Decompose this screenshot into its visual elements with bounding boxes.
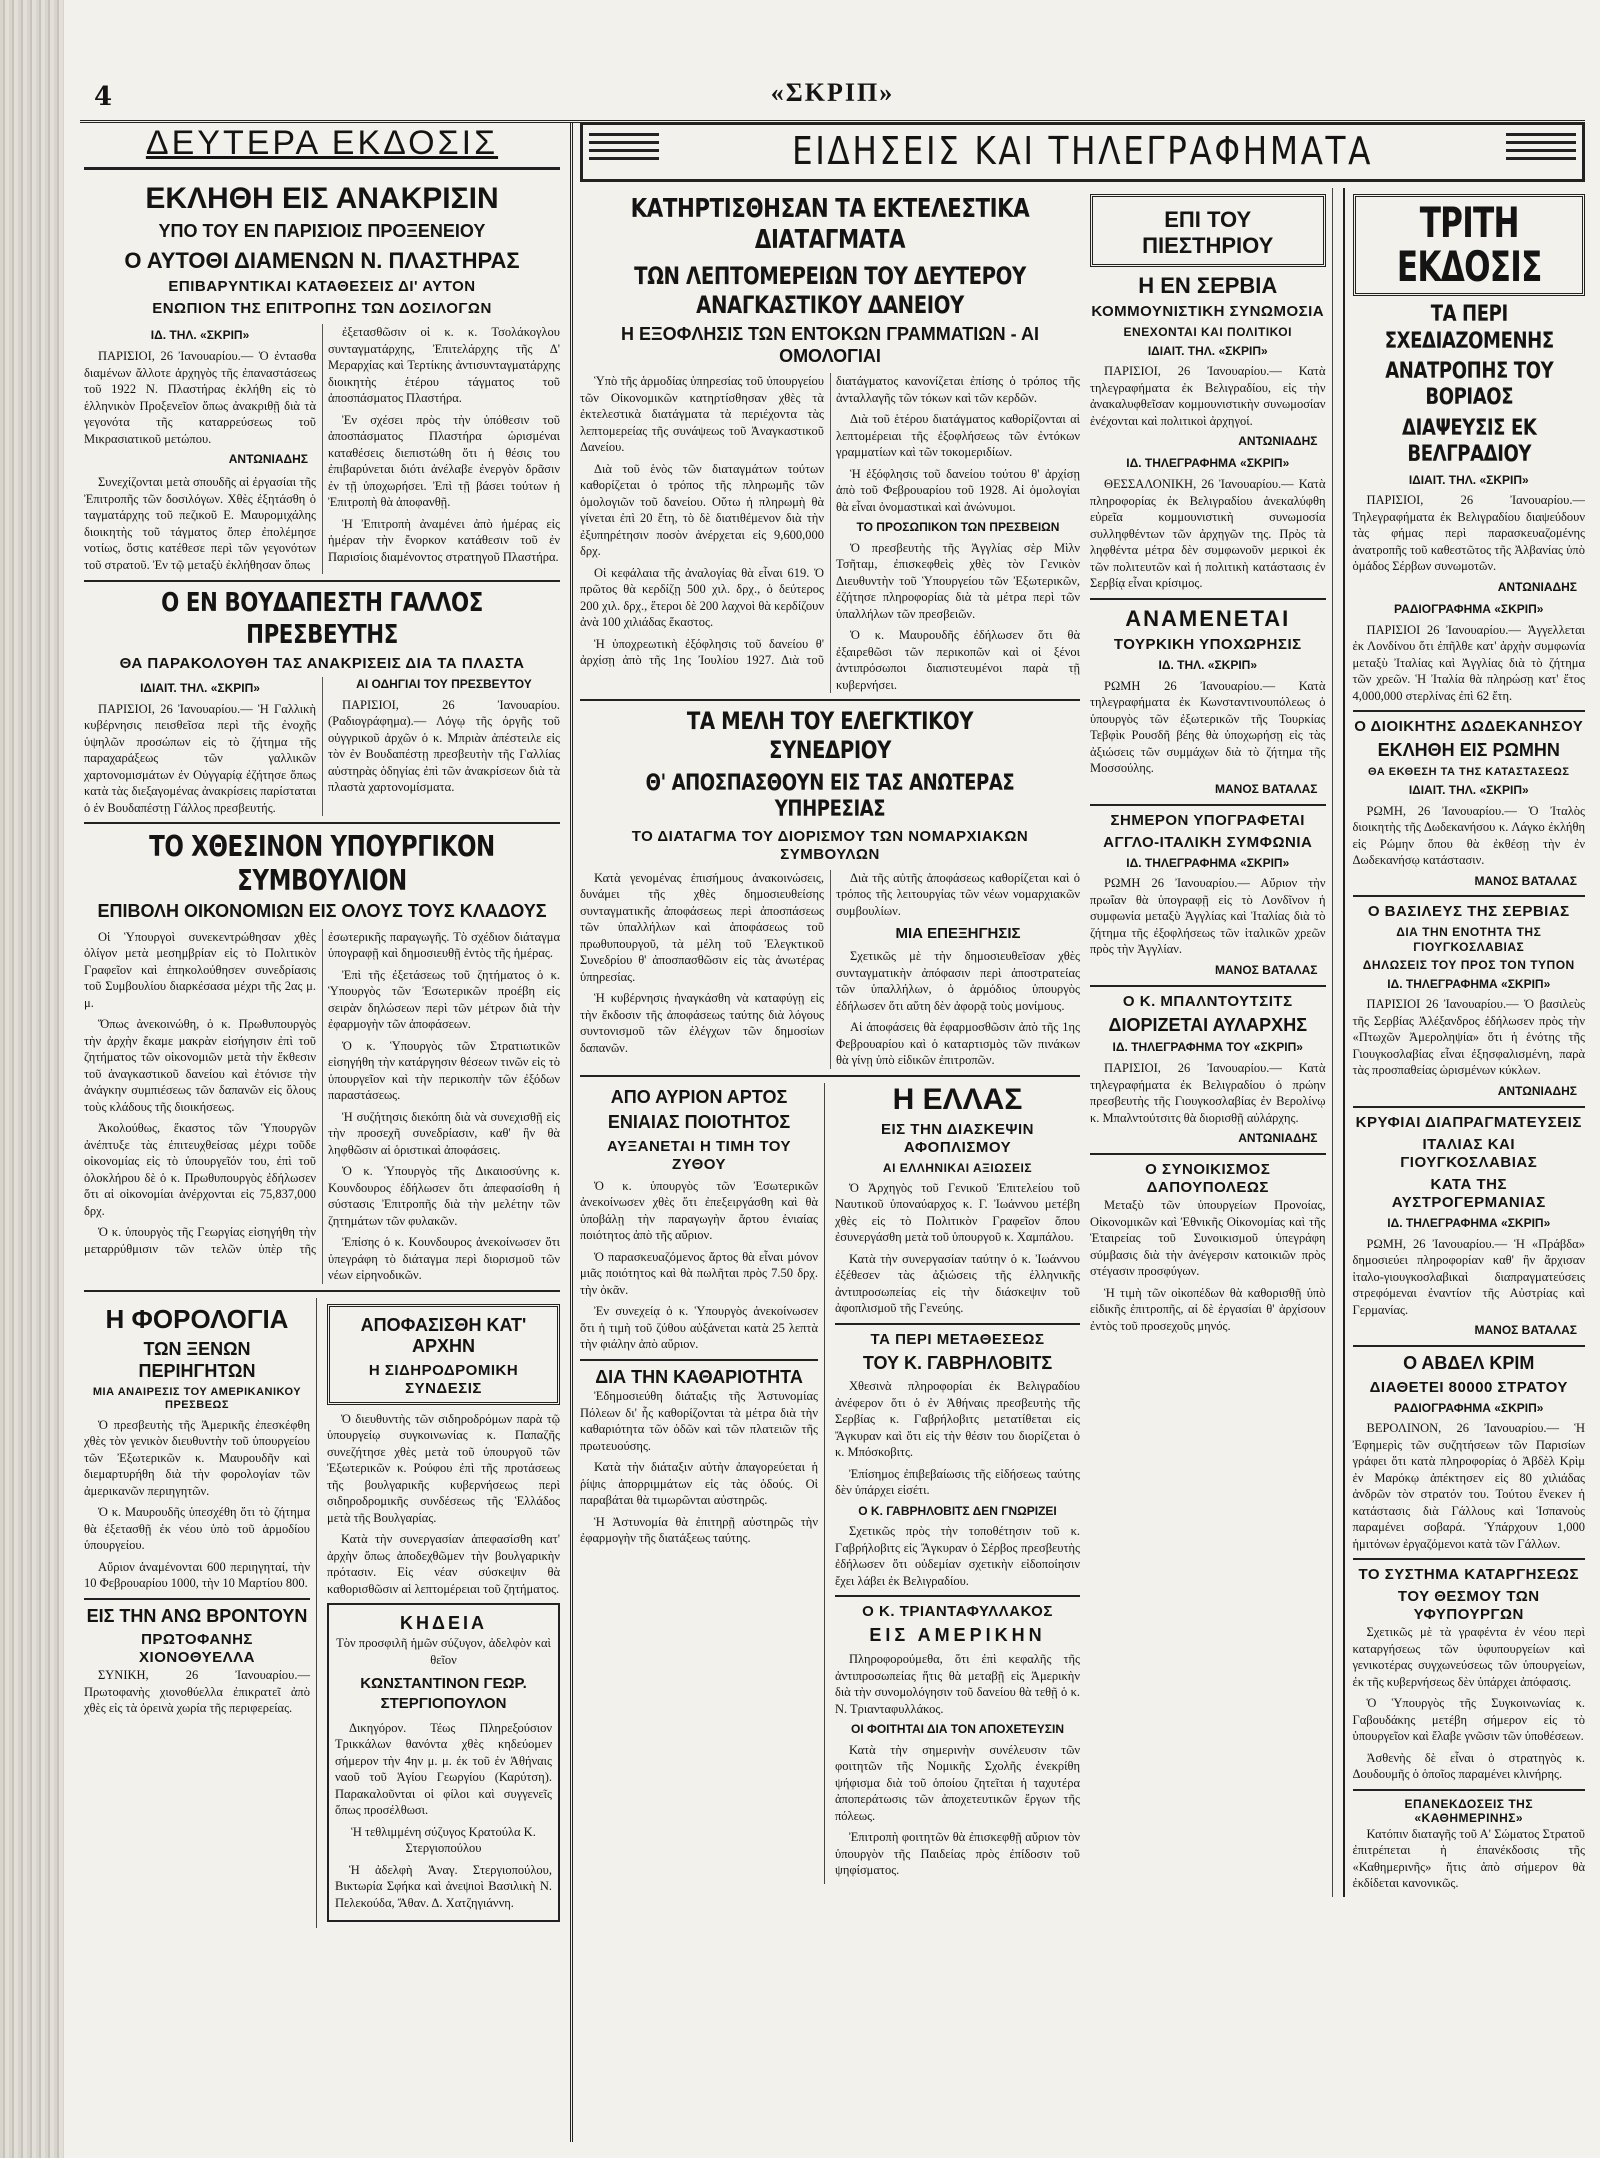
article-body (835, 1651, 1080, 1879)
divider (1090, 804, 1326, 806)
headline-box (327, 1304, 560, 1405)
paragraph: Οἱ Ὑπουργοὶ συνεκεντρώθησαν χθὲς ὀλίγον μετὰ μεσημβρίαν εἰς τὸ Πολιτικὸν Γραφεῖον καὶ ἐπηκολούθησεν συνεδρίασις τοῦ Συμβουλίου διαρκέσασα μέχρι τῆς 2ας μ. μ. (84, 929, 316, 1010)
article-deck: ΑΙ ΕΛΛΗΝΙΚΑΙ ΑΞΙΩΣΕΙΣ (882, 1161, 1033, 1176)
signature: ΜΑΝΟΣ ΒΑΤΑΛΑΣ (1474, 873, 1577, 888)
article-turkey (1090, 606, 1326, 798)
paragraph: Ὅπως ἀνεκοινώθη, ὁ κ. Πρωθυπουργὸς τὴν ἀρχὴν ἔκαμε μακρὰν εἰσήγησιν ἐπὶ τοῦ ζητήματος τῶν οἰκονομιῶν μετὰ τὴν ἔκθεσιν τοῦ ἀναγκαστικοῦ δανείου καὶ ἐτόνισε τὴν ἀνάγκην συμπιέσεως τῶν δαπανῶν εἰς ὅλους τοὺς κλάδους τῆς διοικήσεως. (84, 1017, 316, 1114)
paragraph: Ὁ κ. Μαυρουδῆς ἐδήλωσεν ὅτι θὰ ἐξαιρεθῶσι τῶν περικοπῶν καὶ οἱ ξένοι ἀντιπρόσωποι διαπιστευμένοι παρὰ τῇ κυβερνήσει. (836, 628, 1080, 692)
article-abd-el-krim (1353, 1353, 1586, 1552)
article-body (1090, 1040, 1326, 1147)
article-body (835, 1378, 1080, 1589)
paragraph: Ἡ ἐξόφλησις τοῦ δανείου τούτου θ' ἀρχίσῃ ἀπὸ τοῦ Φεβρουαρίου τοῦ 1928. Αἱ ὁμολογίαι θὰ εἶναι ὀνομαστικαὶ καὶ ἀνώνυμοι. (836, 466, 1080, 514)
divider (835, 1323, 1080, 1325)
paragraph: Ὁ κ. ὑπουργὸς τῶν Ἐσωτερικῶν ἀνεκοίνωσεν χθὲς ὅτι ἐπεξειργάσθη καὶ θὰ ὑποβάλῃ τὴν παραγωγὴν ἄρτου ἑνιαίας ποιότητος ἀπὸ τῆς αὔριον. (580, 1178, 818, 1243)
article-body (1353, 473, 1586, 704)
paragraph: Ἐδημοσιεύθη διάταξις τῆς Ἀστυνομίας Πόλεων δι' ἧς καθορίζονται τὰ μέτρα διὰ τὴν καθαριότητα τῶν ὁδῶν καὶ τῶν πλατειῶν τῆς πρωτευούσης. (580, 1389, 818, 1453)
paragraph: ΠΑΡΙΣΙΟΙ, 26 Ἰανουαρίου.— Κατὰ τηλεγραφήματα ἐκ Βελιγραδίου ὁ πρώην πρεσβευτὴς τῆς Γιουγκοσλαβίας ἐν Βερολίνῳ κ. Μπαλντούτσιτς θὰ διορισθῇ αὐλάρχης. (1090, 1061, 1326, 1125)
signature: ΜΑΝΟΣ ΒΑΤΑΛΑΣ (1214, 781, 1318, 796)
paragraph: ἐξετασθῶσιν οἱ κ. κ. Τσολάκογλου συνταγματάρχης, Ἐπιτελάρχης τῆς Δ' Μεραρχίας καὶ Τερτίκης ἀντισυνταγματάρχης διοικητὴς ἑτέρου τάγματος τοῦ ἀποσπάσματος Πλαστήρα. (328, 325, 560, 406)
section-subhead: ΟΙ ΦΟΙΤΗΤΑΙ ΔΙΑ ΤΟΝ ΑΠΟΧΕΤΕΥΣΙΝ (850, 1722, 1065, 1737)
paragraph: Ὁ πρεσβευτὴς τῆς Ἀγγλίας σὲρ Μὶλν Τσῆταμ, ἐπισκεφθεὶς χθὲς τὸν Γενικὸν Διευθυντὴν τοῦ Ὑπουργείου τῶν Ἐξωτερικῶν, ἐζήτησε πληροφορίας διὰ τὰ μέτρα περὶ τῶν ὑπαλλήλων τῶν πρεσβειῶν. (836, 540, 1080, 621)
paragraph: Ὁ Ὑπουργὸς τῆς Συγκοινωνίας κ. Γαβουδάκης μετέβη σήμερον εἰς τὸ ὑπουργεῖον καὶ ἔλαβε γνῶσιν τῶν ὑποθέσεων. (1352, 1696, 1585, 1744)
dateline: ΡΑΔΙΟΓΡΑΦΗΜΑ «ΣΚΡΙΠ» (1394, 601, 1544, 616)
paragraph: ΠΑΡΙΣΙΟΙ, 26 Ἰανουαρίου.— Ὁ ἐντασθα διαμένων ἄλλοτε ἀρχηγὸς τῆς ἐπαναστάσεως τοῦ 1922 Ν. Πλαστήρας ἐκλήθη εἰς τὸ ἑλληνικὸν Προξενεῖον ὅπως ἀνακριθῇ διὰ τὰ γεγονότα τῆς καταρρεύσεως τοῦ Μικρασιατικοῦ μετώπου. (84, 349, 316, 446)
article-headline: Η ΕΛΛΑΣ (892, 1082, 1023, 1116)
article-deck: ΕΠΙΒΑΡΥΝΤΙΚΑΙ ΚΑΤΑΘΕΣΕΙΣ ΔΙ' ΑΥΤΟΝ (168, 278, 476, 296)
paragraph: ΠΑΡΙΣΙΟΙ, 26 Ἰανουαρίου.— Ἡ Γαλλικὴ κυβέρνησις πεισθεῖσα περὶ τῆς ἐνοχῆς ὑψηλῶν προσώπων εἰς τὸ ζήτημα τῆς παραχαράξεως τῶν γαλλικῶν χαρτονομισμάτων ἐν Οὐγγαρίᾳ ἐζήτησε ὅπως κατὰ τὰς διεξαγομένας ἀνακρίσεις παρίσταται ὁ ἐν Βουδαπέστῃ Γάλλος πρεσβευτής. (84, 701, 316, 815)
news-right-col-a (1090, 188, 1333, 1897)
article-subheadline: ΚΟΜΜΟΥΝΙΣΤΙΚΗ ΣΥΝΩΜΟΣΙΑ (1091, 303, 1325, 321)
divider (580, 699, 1080, 701)
page-binding-edge (0, 0, 64, 2158)
paragraph: ΠΑΡΙΣΙΟΙ, 26 Ἰανουαρίου.— Κατὰ τηλεγραφήματα ἐκ Βελιγραδίου, εἰς τὴν ἀνακαλυφθεῖσαν κομμουνιστικὴν συνωμοσίαν ἐνέχονται καὶ πολιτικοὶ ἀρχηγοί. (1090, 364, 1326, 428)
paragraph: Ὑπὸ τῆς ἁρμοδίας ὑπηρεσίας τοῦ ὑπουργείου τῶν Οἰκονομικῶν κατηρτίσθησαν χθὲς τὰ ἐκτελεστικὰ διατάγματα τὰ περιέχοντα τὰς λεπτομερείας τῆς συνάψεως τοῦ Ἀναγκαστικοῦ Δανείου. (580, 374, 824, 455)
article-body (1090, 344, 1326, 592)
paragraph: Ἡ τιμὴ τῶν οἰκοπέδων θὰ καθορισθῇ ὑπὸ εἰδικῆς ἐπιτροπῆς, αἱ δὲ ἐργασίαι θ' ἀρχίσουν ἐντὸς τοῦ προσεχοῦς μηνός. (1090, 1285, 1326, 1333)
article-headline: ΕΚΛΗΘΗ ΕΙΣ ΡΩΜΗΝ (1377, 740, 1560, 761)
article-chamberlain (1090, 993, 1326, 1147)
divider (580, 1075, 1080, 1077)
article-deck: ΚΑΤΑ ΤΗΣ ΑΥΣΤΡΟΓΕΡΜΑΝΙΑΣ (1391, 1175, 1546, 1211)
paragraph: ΡΩΜΗ 26 Ἰανουαρίου.— Αὔριον τὴν πρωΐαν θὰ ὑπογραφῇ εἰς τὸ Λονδῖνον ἡ συμφωνία μεταξὺ Ἀγγλίας καὶ Ἰταλίας διὰ τὸ ζήτημα τῆς ἐξοφλήσεως τῶν ἰταλικῶν χρεῶν πρὸς τὴν Ἀγγλίαν. (1090, 876, 1326, 957)
paper-name: «ΣΚΡΙΠ» (770, 78, 895, 107)
paragraph: Ὁ πρεσβευτὴς τῆς Ἀμερικῆς ἐπεσκέφθη χθὲς τὸν γενικὸν διευθυντὴν τοῦ ὑπουργείου τῶν Ἐξωτερικῶν κ. Μαυρουδῆν καὶ διεμαρτυρήθη διὰ τὴν φορολογίαν τῶν ἀμερικανῶν περιηγητῶν. (84, 1417, 310, 1498)
article-headline: ΕΝΙΑΙΑΣ ΠΟΙΟΤΗΤΟΣ (607, 1112, 791, 1133)
article-headline: ΑΝΑΜΕΝΕΤΑΙ (1125, 605, 1291, 631)
signature: ΑΝΤΩΝΙΑΔΗΣ (1497, 1083, 1577, 1098)
paragraph: Ὁ διευθυντὴς τῶν σιδηροδρόμων παρὰ τῷ ὑπουργείῳ συγκοινωνίας κ. Παπαζῆς συνεζήτησε χθὲς μετὰ τοῦ ὑπουργοῦ τῶν Ἐξωτερικῶν κ. Ρούφου ἐπὶ τῆς προτάσεως τῆς βουλγαρικῆς κυβερνήσεως περὶ σιδηροδρομικῆς συνδέσεως τῆς Ἑλλάδος μετὰ τῆς Βουλγαρίας. (327, 1411, 560, 1525)
article-albania (1353, 302, 1586, 704)
article-anglo-italian (1090, 812, 1326, 979)
article-tourist-tax (84, 1298, 317, 1928)
paragraph: Διὰ τῆς αὐτῆς ἀποφάσεως καθορίζεται καὶ ὁ τρόπος τῆς λειτουργίας τῶν νέων νομαρχιακῶν συμβουλίων. (836, 870, 1080, 918)
paragraph: ΠΑΡΙΣΙΟΙ 26 Ἰανουαρίου.— Ὁ βασιλεὺς τῆς Σερβίας Ἀλέξανδρος ἐδήλωσεν πρὸς τὴν «Πτωχῶν Ἀμεροληψία» ὅτι ἡ ἑνότης τῆς Γιουγκοσλαβίας εἶναι ἐξησφαλισμένη, παρὰ τὰς προσπαθείας ὡρισμένων κύκλων. (1352, 997, 1585, 1078)
lower-left-grid (84, 1298, 560, 1928)
article-subheadline: ΑΓΓΛΟ-ΙΤΑΛΙΚΗ ΣΥΜΦΩΝΙΑ (1103, 833, 1313, 851)
paragraph: Κατόπιν διαταγῆς τοῦ Α' Σώματος Στρατοῦ ἐπιτρέπεται ἡ ἐπανέκδοσις τῆς «Καθημερινῆς» ἥτις ἀπὸ σήμερον θὰ ἐκδίδεται κανονικῶς. (1352, 1826, 1585, 1891)
article-headline: ΕΠΙ ΤΟΥ ΠΙΕΣΤΗΡΙΟΥ (1142, 207, 1274, 259)
paragraph: Ἐπίσημος ἐπιβεβαίωσις τῆς εἰδήσεως ταύτης δὲν ὑπάρχει εἰσέτι. (835, 1466, 1080, 1498)
article-headline: ΤΟ ΣΥΣΤΗΜΑ ΚΑΤΑΡΓΗΣΕΩΣ (1358, 1566, 1579, 1584)
article-subheadline: ΤΩΝ ΞΕΝΩΝ ΠΕΡΙΗΓΗΤΩΝ (138, 1338, 256, 1381)
edition-kicker: ΔΕΥΤΕΡΑ ΕΚΔΟΣΙΣ (84, 122, 560, 170)
article-body (1353, 1624, 1586, 1783)
article-kathimerini (1353, 1797, 1586, 1892)
article-body (1090, 856, 1326, 979)
article-serbia (1090, 194, 1326, 592)
paragraph: Σχετικῶς μὲ τὰ γραφέντα ἐν νέου περὶ καταργήσεως τῶν ὑφυπουργείων καὶ γενικοτέρας συγχωνεύσεως τῶν ὑπουργείων, ἐκ τῆς κυβερνήσεως δὲν ὑπάρχει ἀπόφασις. (1352, 1625, 1585, 1689)
paragraph: Ἐπὶ τῆς ἐξετάσεως τοῦ ζητήματος ὁ κ. Ὑπουργὸς τῶν Ἐσωτερικῶν προέβη εἰς σειρὰν δηλώσεων περὶ τῶν μέτρων διὰ τὴν ἐφαρμογὴν τῶν ἀποφάσεων. (328, 967, 560, 1032)
article-headline: ΤΑ ΠΕΡΙ ΣΧΕΔΙΑΖΟΜΕΝΗΣ (1384, 302, 1554, 354)
section-subhead: ΤΟ ΠΡΟΣΩΠΙΚΟΝ ΤΩΝ ΠΡΕΣΒΕΙΩΝ (856, 520, 1060, 535)
banner-ornament (589, 133, 659, 165)
article-headline: ΤΑ ΠΕΡΙ ΜΕΤΑΘΕΣΕΩΣ (870, 1330, 1045, 1348)
paragraph: Ὁ κ. Ὑπουργὸς τῆς Δικαιοσύνης κ. Κουνδουρος ἐδήλωσεν ὅτι ἀπεφασίσθη ἡ σύστασις Ἐπιτροπῆς διὰ τὴν μελέτην τῶν ζητημάτων τῶν φυλακῶν. (328, 1164, 560, 1228)
divider (84, 1598, 310, 1600)
lower-news-grid (580, 1083, 1080, 1884)
divider (1090, 598, 1326, 600)
paragraph: ΘΕΣΣΑΛΟΝΙΚΗ, 26 Ἰανουαρίου.— Κατὰ πληροφορίας ἐκ Βελιγραδίου ἀνεκαλύφθη εὐρεῖα κομμουνιστικὴ συνωμοσία συλληφθέντων τῶν ἀρχηγῶν της. Πρὸς τὰ ληφθέντα μέτρα δὲν συμφωνοῦν μερικοὶ ἐκ τῶν πολιτευτῶν καὶ ἡ πολιτικὴ κατάστασις ἐν Σερβίᾳ εἶναι κρίσιμος. (1090, 477, 1326, 591)
paragraph: Κατὰ τὴν διάταξιν αὐτὴν ἀπαγορεύεται ἡ ῥίψις ἀπορριμμάτων εἰς τὰς ὁδούς. Οἱ παραβάται θὰ τιμωρῶνται αὐστηρῶς. (580, 1460, 818, 1508)
dateline: ΙΔΙΑΙΤ. ΤΗΛ. «ΣΚΡΙΠ» (1408, 472, 1529, 487)
article-headline: ΣΗΜΕΡΟΝ ΥΠΟΓΡΑΦΕΤΑΙ (1110, 811, 1305, 829)
article-headline: ΕΙΣ ΤΗΝ ΑΝΩ ΒΡΟΝΤΟΥΝ (86, 1605, 308, 1626)
article-headline: ΑΝΑΤΡΟΠΗΣ ΤΟΥ ΒΟΡΙΑΟΣ (1384, 358, 1553, 411)
paragraph: Οἱ κεφάλαια τῆς ἀναλογίας θὰ εἶναι 619. Ὁ πρῶτος θὰ κερδίζῃ 500 χιλ. δρχ., ὁ δεύτερος 200 χιλ. δρχ., ἕτεροι δὲ 200 λαχνοὶ θὰ κερδίζουν ἀνὰ 100 χιλιάδας ἕκαστος. (580, 565, 824, 630)
third-edition-column (1343, 188, 1586, 1897)
paragraph: Ἡ ἀδελφὴ Ἀναγ. Στεργιοπούλου, Βικτωρία Σφήκα καὶ ἀνεψιοὶ Βασιλικὴ Ν. Πελεκούδα, Ἄθαν. Δ. Χατζηγιάννη. (335, 1862, 552, 1910)
article-deck: ΜΙΑ ΑΝΑΙΡΕΣΙΣ ΤΟΥ ΑΜΕΡΙΚΑΝΙΚΟΥ ΠΡΕΣΒΕΩΣ (92, 1386, 302, 1412)
article-headline: ΑΠΟΦΑΣΙΣΘΗ ΚΑΤ' ΑΡΧΗΝ (360, 1314, 527, 1357)
article-subheadline: ΘΑ ΕΚΘΕΣΗ ΤΑ ΤΗΣ ΚΑΤΑΣΤΑΣΕΩΣ (1368, 765, 1570, 778)
paragraph: Ὁ παρασκευαζόμενος ἄρτος θὰ εἶναι μόνον μιᾶς ποιότητος καὶ θὰ πωλῆται πρὸς 7.50 δρχ. τὴν ὀκᾶν. (580, 1249, 818, 1297)
divider (1353, 1558, 1586, 1560)
paragraph: ΒΕΡΟΛΙΝΟΝ, 26 Ἰανουαρίου.— Ἡ Ἐφημερὶς τῶν συζητήσεων τῶν Παρισίων γράφει ὅτι κατὰ πληροφορίας ὁ Ἀβδὲλ Κρὶμ ἐν Μαρόκῳ ἀπέκτησεν εἰς 80 χιλιάδας ἀνδρῶν τὸν στρατόν του. Τούτου ἕνεκεν ἡ κατάστασις διὰ Γάλλους καὶ Ἱσπανοὺς παραμένει σοβαρά. Ὑπάρχουν 1,000 ἡμιτόνων ἐργαζόμενοι κατὰ τῶν Γάλλων. (1352, 1421, 1585, 1551)
article-subheadline: ΔΙΑΨΕΥΣΙΣ ΕΚ ΒΕΛΓΡΑΔΙΟΥ (1401, 415, 1536, 468)
article-headline: ΤΟΥ Κ. ΓΑΒΡΗΛΟΒΙΤΣ (862, 1352, 1053, 1373)
article-subheadline: ΕΠΙΒΟΛΗ ΟΙΚΟΝΟΜΙΩΝ ΕΙΣ ΟΛΟΥΣ ΤΟΥΣ ΚΛΑΔΟΥΣ (97, 901, 547, 922)
divider (1090, 1153, 1326, 1155)
banner-ornament (1506, 133, 1576, 165)
paragraph: ΡΩΜΗ, 26 Ἰανουαρίου.— Ἡ «Πράβδα» δημοσιεύει πληροφορίαν καθ' ἣν ἄρχισαν ἰταλο-γιουγκοσλαβικαὶ διαπραγματεύσεις στρεφόμεναι ἐναντίον τῆς Αὐστρίας καὶ Γερμανίας. (1352, 1236, 1585, 1317)
article-cabinet (84, 830, 560, 1284)
article-body (84, 1667, 310, 1717)
page-number: 4 (94, 82, 113, 112)
divider (84, 822, 560, 824)
article-headline: ΔΙΑ ΤΗΝ ΚΑΘΑΡΙΟΤΗΤΑ (595, 1366, 803, 1387)
divider (1353, 895, 1586, 897)
dateline: ΙΔΙΑΙΤ. ΤΗΛ. «ΣΚΡΙΠ» (140, 680, 260, 695)
paragraph: Χθεσινὰ πληροφορίαι ἐκ Βελιγραδίου ἀνέφερον ὅτι ὁ ἐν Ἀθήναις πρεσβευτὴς τῆς Σερβίας κ. Γαβρήλοβιτς μετατίθεται εἰς Ἄγκυραν καὶ ὅτι εἰς τὴν θέσιν του διορίζεται ὁ κ. Μπόσκοβιτς. (835, 1379, 1080, 1460)
article-headline: ΚΡΥΦΙΑΙ ΔΙΑΠΡΑΓΜΑΤΕΥΣΕΙΣ (1355, 1113, 1582, 1131)
paragraph: Σχετικῶς μὲ τὴν δημοσιευθεῖσαν χθὲς συνταγματικὴν ἀπόφασιν περὶ ἀποστρατείας τῶν ὑπαλλήλων, ὁ ἁρμόδιος ὑπουργὸς ἐδήλωσεν ὅτι αὕτη δὲν ἀφορᾷ τοὺς μονίμους. (836, 949, 1080, 1013)
signature: ΑΝΤΩΝΙΑΔΗΣ (228, 452, 308, 467)
article-subheadline: ΤΟ ΔΙΑΤΑΓΜΑ ΤΟΥ ΔΙΟΡΙΣΜΟΥ ΤΩΝ ΝΟΜΑΡΧΙΑΚΩΝ ΣΥΜΒΟΥΛΩΝ (631, 827, 1029, 863)
paragraph: Ἡ τεθλιμμένη σύζυγος Κρατούλα Κ. Στεργιοπούλου (351, 1824, 536, 1856)
paragraph: Πληροφορούμεθα, ὅτι ἐπὶ κεφαλῆς τῆς ἀντιπροσωπείας ἥτις θὰ μεταβῇ εἰς Ἀμερικὴν διὰ τὴν συνομολόγησιν τοῦ δανείου θὰ τεθῇ ὁ κ. Ν. Τριανταφυλλάκος. (835, 1652, 1080, 1716)
divider (84, 1290, 560, 1292)
article-dodecanese (1353, 718, 1586, 889)
paragraph: Ἀσθενὴς δὲ εἶναι ὁ στρατηγὸς κ. Δουδουμῆς ὁ ὁποῖος παραμένει κλινήρης. (1352, 1750, 1585, 1782)
dateline: ΡΑΔΙΟΓΡΑΦΗΜΑ «ΣΚΡΙΠ» (1394, 1400, 1544, 1415)
article-headline: Ο ΕΝ ΒΟΥΔΑΠΕΣΤΗ ΓΑΛΛΟΣ ΠΡΕΣΒΕΥΤΗΣ (161, 588, 483, 650)
funeral-heading: ΚΗΔΕΙΑ (400, 1613, 487, 1634)
news-left (580, 188, 1080, 1897)
headline-box (1090, 194, 1326, 267)
paragraph: Ἡ συζήτησις διεκόπη διὰ νὰ συνεχισθῇ εἰς τὴν προσεχῆ συνεδρίασιν, καθ' ἣν θὰ ληφθῶσιν αἱ ὁριστικαὶ ἀποφάσεις. (328, 1109, 560, 1157)
article-deck: ΕΝΩΠΙΟΝ ΤΗΣ ΕΠΙΤΡΟΠΗΣ ΤΩΝ ΔΟΣΙΛΟΓΩΝ (152, 300, 492, 318)
article-headline: ΚΑΤΗΡΤΙΣΘΗΣΑΝ ΤΑ ΕΚΤΕΛΕΣΤΙΚΑ ΔΙΑΤΑΓΜΑΤΑ (630, 194, 1030, 256)
dateline: ΙΔ. ΤΗΛΕΓΡΑΦΗΜΑ «ΣΚΡΙΠ» (1387, 976, 1551, 991)
paragraph: Κατὰ γενομένας ἐπισήμους ἀνακοινώσεις, δυνάμει τῆς χθὲς δημοσιευθείσης συνταγματικῆς ἀποφάσεως περὶ ἀποσπάσεως τῶν ὑπαλλήλων καὶ ἀποφάσεως τοῦ πρωθυπουργοῦ, τὰ μέλη τοῦ Ἐλεγκτικοῦ Συνεδρίου θ' ἀποσπασθῶσιν εἰς τὰς ἀνωτέρας ὑπηρεσίας. (580, 870, 824, 984)
article-headline: Ο Κ. ΤΡΙΑΝΤΑΦΥΛΛΑΚΟΣ (862, 1603, 1053, 1621)
section-subhead: Ο Κ. ΓΑΒΡΗΛΟΒΙΤΣ ΔΕΝ ΓΝΩΡΙΖΕΙ (858, 1503, 1057, 1518)
paragraph: Αἱ ἀποφάσεις θὰ ἐφαρμοσθῶσιν ἀπὸ τῆς 1ης Φεβρουαρίου καὶ ὁ καταρτισμὸς τῶν πινάκων θὰ γίνῃ ὑπὸ εἰδικῶν ἐπιτροπῶν. (836, 1020, 1080, 1068)
paragraph: Μεταξὺ τῶν ὑπουργείων Προνοίας, Οἰκονομικῶν καὶ Ἐθνικῆς Οἰκονομίας καὶ τῆς Ἑταιρείας τοῦ Συνοικισμοῦ ὑπεγράφη σύμβασις διὰ τὴν ἀνέγερσιν κατοικιῶν πρὸς στέγασιν προσφύγων. (1090, 1198, 1326, 1278)
article-headline: ΑΠΟ ΑΥΡΙΟΝ ΑΡΤΟΣ (610, 1086, 788, 1107)
article-bread (580, 1083, 825, 1884)
article-budapest (84, 588, 560, 816)
section-subhead: ΜΙΑ ΕΠΕΞΗΓΗΣΙΣ (895, 925, 1021, 943)
section-banner-title: ΕΙΔΗΣΕΙΣ ΚΑΙ ΤΗΛΕΓΡΑΦΗΜΑΤΑ (791, 129, 1374, 173)
paragraph: Ἡ Ἐπιτροπὴ ἀναμένει ἀπὸ ἡμέρας εἰς ἡμέραν τὴν ἔνορκον κατάθεσιν τοῦ ἐν Παρισίοις διαμένοντος στρατηγοῦ Πλαστήρα. (328, 516, 560, 564)
article-greece-disarmament (835, 1083, 1080, 1884)
funeral-body (335, 1635, 552, 1911)
article-body (1353, 1216, 1586, 1339)
divider (1353, 1345, 1586, 1347)
signature: ΑΝΤΩΝΙΑΔΗΣ (1238, 1131, 1318, 1146)
divider (835, 1595, 1080, 1597)
article-subheadline: ΠΡΩΤΟΦΑΝΗΣ ΧΙΟΝΟΘΥΕΛΛΑ (139, 1631, 255, 1667)
article-headline: ΤΑ ΜΕΛΗ ΤΟΥ ΕΛΕΓΚΤΙΚΟΥ ΣΥΝΕΔΡΙΟΥ (686, 707, 974, 765)
paragraph: Διὰ τοῦ ἑνὸς τῶν διαταγμάτων τούτων καθορίζεται ὁ τρόπος τῆς πληρωμῆς τῶν ὁμολογιῶν τοῦ δανείου. Οὕτω ἡ πληρωμὴ θὰ γίνεται ἐπὶ 20 ἔτη, τὸ δὲ διατιθέμενον διὰ τὴν ἐξυπηρέτησιν ποσὸν ἀνέρχεται εἰς 9,600,000 δρχ. (580, 461, 824, 559)
paragraph: Ἐπιτροπὴ φοιτητῶν θὰ ἐπισκεφθῇ αὔριον τὸν ὑπουργὸν τῆς Παιδείας πρὸς ἐπίδοσιν τοῦ ψηφίσματος. (835, 1830, 1080, 1878)
article-subheadline: ΕΙΣ ΤΗΝ ΔΙΑΣΚΕΨΙΝ ΑΦΟΠΛΙΣΜΟΥ (880, 1121, 1035, 1157)
article-deck: ΕΝΕΧΟΝΤΑΙ ΚΑΙ ΠΟΛΙΤΙΚΟΙ (1123, 325, 1292, 340)
paragraph: Κατὰ τὴν συνεργασίαν ταύτην ὁ κ. Ἰωάννου ἐξέθεσεν τὰς ἀξιώσεις τῆς ἑλληνικῆς ἀντιπροσωπείας εἰς τὴν διάσκεψιν τοῦ ἀφοπλισμοῦ τῆς Γενεύης. (835, 1251, 1080, 1316)
article-serbian-king (1353, 903, 1586, 1099)
paragraph: Ὁ Ἀρχηγὸς τοῦ Γενικοῦ Ἐπιτελείου τοῦ Ναυτικοῦ ὑποναύαρχος κ. Γ. Ἰωάννου μετέβη χθὲς εἰς τὸ Πολιτικὸν Γραφεῖον ὅπου ἐσυνεργάσθη μετὰ τοῦ ὑπουργοῦ κ. Χαμπάλου. (835, 1180, 1080, 1245)
article-body (1353, 783, 1586, 890)
news-right-grid (1090, 188, 1585, 1897)
paragraph: Κατὰ τὴν συνεργασίαν ἀπεφασίσθη κατ' ἀρχὴν ὅπως ἀποδεχθῶμεν τὴν βουλγαρικὴν πρότασιν. Εἰς νέαν σύσκεψιν θὰ καθορισθῶσιν αἱ λεπτομέρειαι τοῦ ζητήματος. (327, 1532, 560, 1596)
paragraph: ΠΑΡΙΣΙΟΙ 26 Ἰανουαρίου.— Ἀγγελλεται ἐκ Λονδίνου ὅτι ἐπῆλθε κατ' ἀρχὴν συμφωνία μεταξὺ Ἰταλίας καὶ Ἀγγλίας διὰ τὸ ζήτημα τῶν χρεῶν. Ἡ Ἰταλία θὰ πληρώσῃ κατ' ἔτος 4,000,000 στερλίνας ἐπὶ 62 ἔτη. (1352, 622, 1585, 703)
article-body (580, 1178, 818, 1353)
paragraph: Ὁ κ. Ὑπουργὸς τῶν Στρατιωτικῶν εἰσηγήθη τὴν κατάργησιν θέσεων τινῶν εἰς τὸ ὑπουργεῖον καὶ τὴν περικοπὴν τῶν ἐξόδων παραστάσεως. (328, 1038, 560, 1103)
paragraph: Ἡ κυβέρνησις ἠναγκάσθη νὰ καταφύγῃ εἰς τὴν ἔκδοσιν τῆς ἀποφάσεως ταύτης διὰ λόγους συντονισμοῦ τῶν ἐλέγχων τῶν δημοσίων δαπανῶν. (580, 991, 824, 1055)
article-body (327, 1411, 560, 1598)
paragraph: Αὔριον ἀναμένονται 600 περιηγηταί, τὴν 10 Φεβρουαρίου 1000, τὴν 10 Μαρτίου 800. (84, 1559, 310, 1591)
article-subheadline: ΘΑ ΠΑΡΑΚΟΛΟΥΘΗ ΤΑΣ ΑΝΑΚΡΙΣΕΙΣ ΔΙΑ ΤΑ ΠΛΑΣΤΑ (119, 654, 525, 672)
dateline: ΙΔΙΑΙΤ. ΤΗΛ. «ΣΚΡΙΠ» (1408, 782, 1529, 797)
article-headline: Θ' ΑΠΟΣΠΑΣΘΟΥΝ ΕΙΣ ΤΑΣ ΑΝΩΤΕΡΑΣ ΥΠΗΡΕΣΙΑΣ (645, 771, 1015, 823)
article-headline: Ο ΔΙΟΙΚΗΤΗΣ ΔΩΔΕΚΑΝΗΣΟΥ (1354, 718, 1584, 736)
paragraph: Συνεχίζονται μετὰ σπουδῆς αἱ ἐργασίαι τῆς Ἐπιτροπῆς τῶν δοσιλόγων. Χθὲς ἐξητάσθη ὁ ταγματάρχης τοῦ πεζικοῦ Ε. Μαυρομιχάλης διοικητὴς τοῦ τάγματος ὅπερ ἐπολέμησε νοτίως, ὅστις κατέθεσε περὶ τῶν γεγονότων τοῦ στρατοῦ. Ἐν τῷ μεταξὺ ἐκλήθησαν ὅπως (84, 475, 316, 572)
article-body (1353, 977, 1586, 1100)
signature: ΑΝΤΩΝΙΑΔΗΣ (1497, 579, 1577, 594)
article-plastiras (84, 182, 560, 574)
article-body (580, 870, 1080, 1069)
dateline: ΙΔ. ΤΗΛΕΓΡΑΦΗΜΑ «ΣΚΡΙΠ» (1387, 1215, 1551, 1230)
paragraph: Ὁ κ. ὑπουργὸς τῆς Γεωργίας εἰσηγήθη τὴν μεταρρύθμισιν τῶν τελῶν ὑπὲρ τῆς ἐσωτερικῆς παραγωγῆς. Τὸ σχέδιον διάταγμα ὑπογραφῇ καὶ δημοσιευθῇ ἐντὸς τῆς ἡμέρας. (84, 929, 560, 1256)
paragraph: Ἡ Ἀστυνομία θὰ ἐπιτηρῇ αὐστηρῶς τὴν ἐφαρμογὴν τῆς διατάξεως ταύτης. (580, 1514, 818, 1546)
section-banner (580, 122, 1585, 182)
article-body (580, 1388, 818, 1547)
third-edition-box (1353, 194, 1586, 296)
news-grid (580, 188, 1585, 1897)
paragraph: Διὰ τοῦ ἑτέρου διατάγματος καθορίζονται αἱ λεπτομέρειαι τῆς ἐξοφλήσεως τῶν ἐντόκων γραμματίων καὶ τῶν τοκομεριδίων. (836, 412, 1080, 460)
article-body (1090, 658, 1326, 798)
funeral-notice (327, 1603, 560, 1922)
article-undersecretaries (1353, 1566, 1586, 1783)
article-body (1353, 1401, 1586, 1553)
paragraph: Σχετικῶς πρὸς τὴν τοποθέτησιν τοῦ κ. Γαβρήλοβιτς εἰς Ἄγκυραν ὁ Σέρβος πρεσβευτὴς ἐδήλωσεν ὅτι οὐδεμίαν σχετικὴν εἰδοποίησιν ἔχει λάβει ἐκ Βελιγραδίου. (835, 1524, 1080, 1588)
article-body (84, 1417, 310, 1592)
paragraph: ΡΩΜΗ 26 Ἰανουαρίου.— Κατὰ τηλεγραφήματα ἐκ Κωνσταντινουπόλεως ὁ ὑπουργὸς τῶν ἐξωτερικῶν τῆς Τουρκίας Τεβφὶκ Ρουσδῆ βέης θὰ ὑποχωρήσῃ εἰς τὰς ἀξιώσεις τῶν συμμάχων διὰ τὸ ζήτημα τῆς Μοσσούλης. (1090, 678, 1326, 776)
dateline: ΙΔ. ΤΗΛ. «ΣΚΡΙΠ» (1158, 657, 1257, 672)
paragraph: Ἀκολούθως, ἕκαστος τῶν Ὑπουργῶν ἀνέπτυξε τὰς ἐπιτευχθείσας μέχρι τοῦδε οἰκονομίας εἰς τὸ ὑπουργεῖόν του, ἐπὶ τοῦ ὁλοκλήρου δὲ ὁ κ. Πρωθυπουργὸς ἐδήλωσεν ὅτι αἱ οἰκονομίαι ἀνέρχονται εἰς 75,837,000 δρχ. (84, 1121, 316, 1218)
article-body (1090, 1197, 1326, 1334)
article-headline: Η ΕΝ ΣΕΡΒΙΑ (1138, 272, 1278, 298)
section-subhead: ΑΙ ΟΔΗΓΙΑΙ ΤΟΥ ΠΡΕΣΒΕΥΤΟΥ (356, 676, 532, 691)
article-body (84, 324, 560, 574)
news-right (1090, 188, 1585, 1897)
paragraph: Ἐπίσης ὁ κ. Κουνδουρος ἀνεκοίνωσεν ὅτι ὑπεγράφη τὸ διάταγμα περὶ διορισμοῦ τῶν νέων εἰρηνοδικῶν. (328, 1235, 560, 1283)
signature: ΜΑΝΟΣ ΒΑΤΑΛΑΣ (1474, 1323, 1577, 1338)
article-headline: Ο ΑΒΔΕΛ ΚΡΙΜ (1403, 1352, 1535, 1373)
column-divider (570, 122, 577, 2142)
divider (1353, 1106, 1586, 1108)
left-column (84, 122, 560, 2142)
article-subheadline: ΤΟΥΡΚΙΚΗ ΥΠΟΧΩΡΗΣΙΣ (1113, 635, 1302, 653)
signature: ΑΝΤΩΝΙΑΔΗΣ (1238, 434, 1318, 449)
paragraph: ΡΩΜΗ, 26 Ἰανουαρίου.— Ὁ Ἰταλὸς διοικητὴς τῆς Δωδεκανήσου κ. Λάγκο ἐκλήθη εἰς Ρώμην ὅπου θὰ ἐκθέσῃ τὴν ἐν Δωδεκανήσῳ κατάστασιν. (1352, 803, 1585, 868)
article-headline: Ο Κ. ΜΠΑΛΝΤΟΥΤΣΙΤΣ (1122, 992, 1293, 1010)
article-body (835, 1180, 1080, 1317)
article-subheadline: Η ΣΙΔΗΡΟΔΡΟΜΙΚΗ ΣΥΝΔΕΣΙΣ (368, 1361, 519, 1397)
article-loan (580, 194, 1080, 693)
dateline: ΙΔ. ΤΗΛ. «ΣΚΡΙΠ» (150, 328, 250, 343)
news-section (580, 122, 1585, 2142)
dateline: ΙΔΙΑΙΤ. ΤΗΛ. «ΣΚΡΙΠ» (1147, 343, 1268, 358)
dateline: ΙΔ. ΤΗΛΕΓΡΑΦΗΜΑ «ΣΚΡΙΠ» (1126, 855, 1290, 870)
article-subheadline: ΔΙΑΘΕΤΕΙ 80000 ΣΤΡΑΤΟΥ (1369, 1378, 1568, 1396)
paragraph: ΣΥΝΙΚΗ, 26 Ἰανουαρίου.— Πρωτοφανὴς χιονοθύελλα ἐπικρατεῖ ἀπὸ χθὲς εἰς τὰ ὀρεινὰ χωρία τῆς περιφερείας. (84, 1668, 310, 1716)
paragraph: Ἐν συνεχείᾳ ὁ κ. Ὑπουργὸς ἀνεκοίνωσεν ὅτι ἡ τιμὴ τοῦ ζύθου αὐξάνεται κατὰ 25 λεπτὰ τὴν φιάλην ἀπὸ αὔριον. (580, 1304, 818, 1352)
article-headline: Η ΦΟΡΟΛΟΓΙΑ (105, 1303, 289, 1334)
divider (580, 1359, 818, 1361)
edition-kicker: ΤΡΙΤΗ ΕΚΔΟΣΙΣ (1396, 198, 1542, 292)
article-subheadline: ΔΙΑ ΤΗΝ ΕΝΟΤΗΤΑ ΤΗΣ ΓΙΟΥΓΚΟΣΛΑΒΙΑΣ (1396, 925, 1542, 954)
article-headline: ΕΚΛΗΘΗ ΕΙΣ ΑΝΑΚΡΙΣΙΝ (145, 182, 499, 215)
deceased-name: ΚΩΝΣΤΑΝΤΙΝΟΝ ΓΕΩΡ. ΣΤΕΡΓΙΟΠΟΥΛΟΝ (360, 1675, 527, 1712)
article-body (580, 373, 1080, 693)
article-subheadline: ΔΙΟΡΙΖΕΤΑΙ ΑΥΛΑΡΧΗΣ (1108, 1014, 1307, 1035)
divider (1090, 985, 1326, 987)
article-subheadline: ΑΥΞΑΝΕΤΑΙ Η ΤΙΜΗ ΤΟΥ ΖΥΘΟΥ (607, 1137, 791, 1173)
signature: ΜΑΝΟΣ ΒΑΤΑΛΑΣ (1214, 962, 1318, 977)
paragraph: Τὸν προσφιλῆ ἡμῶν σύζυγον, ἀδελφὸν καὶ θεῖον (336, 1636, 551, 1667)
article-body (84, 929, 560, 1284)
masthead (80, 72, 1585, 123)
article-railway (327, 1298, 560, 1928)
dateline: ΙΔ. ΤΗΛΕΓΡΑΦΗΜΑ ΤΟΥ «ΣΚΡΙΠ» (1112, 1040, 1303, 1055)
article-headline: Ο ΒΑΣΙΛΕΥΣ ΤΗΣ ΣΕΡΒΙΑΣ (1367, 903, 1570, 921)
article-deck: ΔΗΛΩΣΕΙΣ ΤΟΥ ΠΡΟΣ ΤΟΝ ΤΥΠΟΝ (1362, 958, 1575, 973)
article-headline: ΤΟ ΧΘΕΣΙΝΟΝ ΥΠΟΥΡΓΙΚΟΝ ΣΥΜΒΟΥΛΙΟΝ (149, 830, 495, 897)
paragraph: Δικηγόρον. Τέως Πληρεξούσιον Τρικκάλων θανόντα χθὲς κηδεύομεν σήμερον τὴν 4ην μ. μ. ἐκ τοῦ ἐν Ἀθήναις ναοῦ τοῦ Ἁγίου Γεωργίου (Καρύτση). Παρακαλοῦνται οἱ φίλοι καὶ συγγενεῖς ὅπως προσέλθωσι. (335, 1720, 552, 1818)
article-body (84, 677, 560, 816)
article-subheadline: Η ΕΞΟΦΛΗΣΙΣ ΤΩΝ ΕΝΤΟΚΩΝ ΓΡΑΜΜΑΤΙΩΝ - ΑΙ ΟΜΟΛΟΓΙΑΙ (621, 323, 1039, 366)
article-subheadline: Ο ΑΥΤΟΘΙ ΔΙΑΜΕΝΩΝ Ν. ΠΛΑΣΤΗΡΑΣ (124, 248, 520, 274)
article-settlement (1090, 1161, 1326, 1334)
dateline: ΙΔ. ΤΗΛΕΓΡΑΦΗΜΑ «ΣΚΡΙΠ» (1126, 456, 1290, 471)
paragraph: Κατὰ τὴν σημερινὴν συνέλευσιν τῶν φοιτητῶν τῆς Νομικῆς Σχολῆς ἐνεκρίθη ψήφισμα διὰ τοῦ ὁποίου ζητεῖται ἡ ταχυτέρα ἀποπεράτωσις τῶν ἀποχετευτικῶν ἔργων τῆς πόλεως. (835, 1742, 1080, 1823)
article-headline: ΤΩΝ ΛΕΠΤΟΜΕΡΕΙΩΝ ΤΟΥ ΔΕΥΤΕΡΟΥ ΑΝΑΓΚΑΣΤΙΚΟΥ ΔΑΝΕΙΟΥ (634, 262, 1026, 320)
article-headline: Ο ΣΥΝΟΙΚΙΣΜΟΣ ΔΑΠΟΥΠΟΛΕΩΣ (1145, 1161, 1271, 1196)
article-subheadline: ΥΠΟ ΤΟΥ ΕΝ ΠΑΡΙΣΙΟΙΣ ΠΡΟΞΕΝΕΙΟΥ (158, 220, 486, 241)
article-audit-court (580, 707, 1080, 1068)
paragraph: Ἐν σχέσει πρὸς τὴν ὑπόθεσιν τοῦ ἀποσπάσματος Πλαστήρα ὡρισμέναι καταθέσεις διεπιστώθη ὅτι ἡ θέσις του ἐπιβαρύνεται διότι ἀνέλαβε ἐνεργὸν δρᾶσιν ἐν τῇ ὑποχωρήσει. Ἐπὶ τῇ βάσει τούτων ἡ Ἐπιτροπὴ θὰ ἀποφανθῇ. (328, 412, 560, 510)
article-headline: ΕΙΣ ΑΜΕΡΙΚΗΝ (869, 1625, 1046, 1646)
article-body (1353, 1826, 1586, 1892)
paragraph: ΠΑΡΙΣΙΟΙ, 26 Ἰανουαρίου. (Ραδιογράφημα).— Λόγῳ τῆς ὀργῆς τοῦ οὐγγρικοῦ ἀρχῶν ὁ κ. Μπριὰν ἀπέστειλε εἰς τὸν ἐν Βουδαπέστῃ πρεσβευτὴν τῆς Γαλλίας αὐστηρὰς ὁδηγίας ἐπὶ τῶν ἀνακρίσεων διὰ τὰ πλαστὰ χαρτονομίσματα. (328, 697, 560, 795)
paragraph: Ἡ ὑποχρεωτικὴ ἐξόφλησις τοῦ δανείου θ' ἀρχίσῃ ἀπὸ τῆς 1ης Ἰουλίου 1927. Διὰ τοῦ διατάγματος κανονίζεται ἐπίσης ὁ τρόπος τῆς ἀνταλλαγῆς τῶν τόκων καὶ τῶν κερδῶν. (580, 374, 1080, 668)
article-headline: ΕΠΑΝΕΚΔΟΣΕΙΣ ΤΗΣ «ΚΑΘΗΜΕΡΙΝΗΣ» (1404, 1796, 1534, 1826)
divider (84, 580, 560, 582)
article-subheadline: ΤΟΥ ΘΕΣΜΟΥ ΤΩΝ ΥΦΥΠΟΥΡΓΩΝ (1397, 1588, 1540, 1624)
article-subheadline: ΙΤΑΛΙΑΣ ΚΑΙ ΓΙΟΥΓΚΟΣΛΑΒΙΑΣ (1400, 1135, 1538, 1171)
paragraph: ΠΑΡΙΣΙΟΙ, 26 Ἰανουαρίου.— Τηλεγραφήματα ἐκ Βελιγραδίου διαψεύδουν τὰς φήμας περὶ παρασκευαζομένης ἀνατροπῆς τοῦ καθεστῶτος τῆς Ἀλβανίας ὑπὸ ὁμάδος Σέρβων συνωμοτῶν. (1352, 493, 1585, 574)
divider (1353, 1789, 1586, 1791)
divider (1353, 710, 1586, 712)
paragraph: Ὁ κ. Μαυρουδῆς ὑπεσχέθη ὅτι τὸ ζήτημα θὰ ἐξετασθῇ ἐκ νέου ὑπὸ τοῦ ἁρμοδίου ὑπουργείου. (84, 1505, 310, 1553)
article-secret-talks (1353, 1114, 1586, 1339)
